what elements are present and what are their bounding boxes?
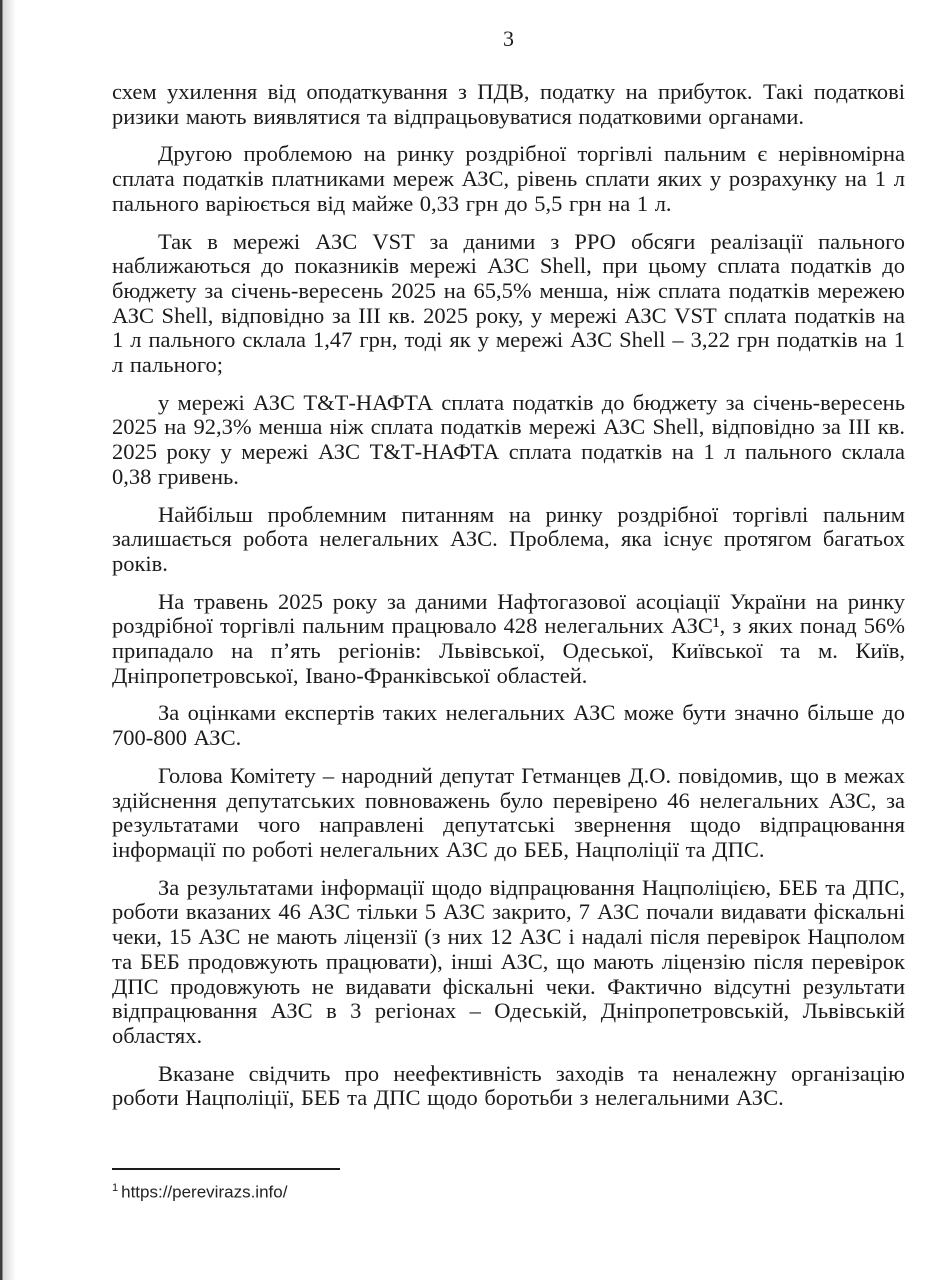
footnote-separator (112, 1168, 340, 1170)
page-number: 3 (503, 26, 514, 51)
paragraph: Голова Комітету – народний депутат Гетманцев Д.О. повідомив, що в межах здійснення депутатських повноважень було перевірено 46 нелегальних АЗС, за результатами чого направлені депутатські звернення щодо відпрацювання інформації по роботі нелегальних АЗС до БЕБ, Нацполіції та ДПС. (112, 762, 905, 862)
paragraph: На травень 2025 року за даними Нафтогазової асоціації України на ринку роздрібної торгівлі пальним працювало 428 нелегальних АЗС¹, з яких понад 56% припадало на п’ять регіонів: Львівської, Одеської, Київської та м. Київ, Дніпропетровської, Івано-Франківської областей. (112, 588, 905, 688)
paragraph: схем ухилення від оподаткування з ПДВ, податку на прибуток. Такі податкові ризики мають виявлятися та відпрацьовуватися податковими органами. (112, 79, 905, 129)
paragraph: За оцінками експертів таких нелегальних АЗС може бути значно більше до 700-800 АЗС. (112, 700, 905, 751)
footnote (112, 1178, 905, 1203)
paragraph: у мережі АЗС Т&Т-НАФТА сплата податків до бюджету за січень-вересень 2025 на 92,3% менша ніж сплата податків мережі АЗС Shell, відповідно за III кв. 2025 року у мережі АЗС Т&Т-НАФТА сплата податків на 1 л пального склала 0,38 гривень. (112, 389, 905, 489)
footnote-marker: 1 (112, 1182, 119, 1194)
paragraph: Найбільш проблемним питанням на ринку роздрібної торгівлі пальним залишається робота нелегальних АЗС. Проблема, яка існує протягом багатьох років. (112, 501, 905, 576)
scan-edge-artifact (0, 0, 18, 1280)
footnote-area (112, 1168, 905, 1203)
paragraph: Вказане свідчить про неефективність заходів та неналежну організацію роботи Нацполіції, БЕБ та ДПС щодо боротьби з нелегальними АЗС. (112, 1060, 905, 1111)
paragraph: Так в мережі АЗС VST за даними з РРО обсяги реалізації пального наближаються до показників мережі АЗС Shell, при цьому сплата податків до бюджету за січень-вересень 2025 на 65,5% менша, ніж сплата податків мережею АЗС Shell, відповідно за III кв. 2025 року, у мережі АЗС VST сплата податків на 1 л пального склала 1,47 грн, тоді як у мережі АЗС Shell – 3,22 грн податків на 1 л пального; (112, 228, 905, 378)
document-body (112, 80, 905, 1124)
footnote-url: https://perevirazs.info/ (121, 1182, 288, 1202)
paragraph: За результатами інформації щодо відпрацювання Нацполіцією, БЕБ та ДПС, роботи вказаних 46 АЗС тільки 5 АЗС закрито, 7 АЗС почали видавати фіскальні чеки, 15 АЗС не мають ліцензії (з них 12 АЗС і надалі після перевірок Нацполом та БЕБ продовжують працювати), інші АЗС, що мають ліцензію після перевірок ДПС продовжують не видавати фіскальні чеки. Фактично відсутні результати відпрацювання АЗС в 3 регіонах – Одеській, Дніпропетровській, Львівській областях. (112, 874, 905, 1048)
paragraph: Другою проблемою на ринку роздрібної торгівлі пальним є нерівномірна сплата податків платниками мереж АЗС, рівень сплати яких у розрахунку на 1 л пального варіюється від майже 0,33 грн до 5,5 грн на 1 л. (112, 141, 905, 216)
